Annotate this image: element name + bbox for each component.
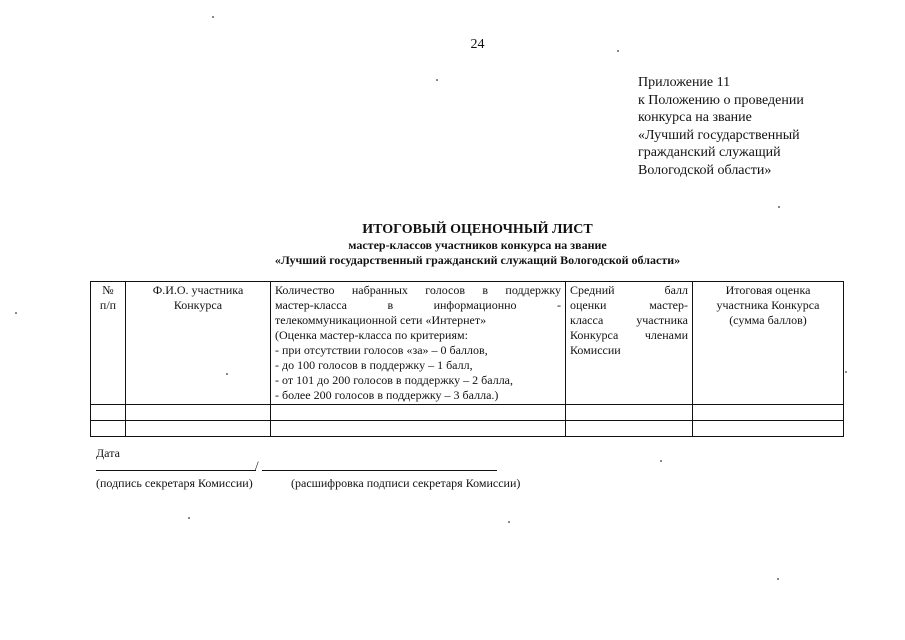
table-cell[interactable] <box>126 421 271 437</box>
signature-decoding-caption: (расшифровка подписи секретаря Комиссии) <box>291 476 521 490</box>
scan-speck <box>226 373 228 375</box>
title-main: ИТОГОВЫЙ ОЦЕНОЧНЫЙ ЛИСТ <box>362 222 593 237</box>
appendix-line: «Лучший государственный <box>638 127 800 143</box>
table-cell[interactable] <box>566 405 693 421</box>
signature-slash: / <box>255 458 259 473</box>
title-subtitle-2: «Лучший государственный гражданский служащий Вологодской области» <box>274 253 681 267</box>
scan-speck <box>436 79 438 81</box>
scan-speck <box>508 521 510 523</box>
header-number: № п/п <box>91 282 126 405</box>
scan-speck <box>845 371 847 373</box>
date-label: Дата <box>96 446 120 460</box>
scan-speck <box>778 206 780 208</box>
table-cell[interactable] <box>693 421 844 437</box>
signature-decoding-line[interactable] <box>262 470 497 471</box>
table-header-row <box>91 282 844 405</box>
appendix-line: гражданский служащий <box>638 145 781 160</box>
table-cell[interactable] <box>126 405 271 421</box>
header-participant-name: Ф.И.О. участника Конкурса <box>126 282 271 405</box>
appendix-line: к Положению о проведении <box>638 92 804 108</box>
signature-caption: (подпись секретаря Комиссии) <box>96 476 253 490</box>
appendix-line: Приложение 11 <box>638 75 731 90</box>
scan-speck <box>660 460 662 462</box>
scan-speck <box>188 517 190 519</box>
table-cell[interactable] <box>91 405 126 421</box>
header-final-score: Итоговая оценка участника Конкурса (сумма баллов) <box>693 282 844 405</box>
scan-speck <box>617 50 619 52</box>
table-cell[interactable] <box>693 405 844 421</box>
signature-line[interactable] <box>96 470 256 471</box>
score-table <box>90 281 844 437</box>
title-subtitle-1: мастер-классов участников конкурса на звание <box>348 238 607 252</box>
appendix-line: конкурса на звание <box>638 110 752 125</box>
scan-speck <box>777 578 779 580</box>
document-title <box>0 221 905 268</box>
header-average-score: Средний балл оценки мастер- класса участника Конкурса членами Комиссии <box>566 282 693 405</box>
scan-speck <box>212 16 214 18</box>
table-cell[interactable] <box>91 421 126 437</box>
appendix-line: Вологодской области» <box>638 162 772 178</box>
table-row <box>91 405 844 421</box>
table-cell[interactable] <box>271 405 566 421</box>
appendix-note <box>638 74 868 179</box>
page-number: 24 <box>470 37 485 52</box>
header-votes-count: Количество набранных голосов в поддержку мастер-класса в информационно - телекоммуникационной сети «Интернет» (Оценка мастер-класса по критериям: - при отсутствии голосов «за» – 0 баллов, - до 100 голосов в поддержку – 1 балл, - от 101 до 200 голосов в поддержку – 2 балла, - более 200 голосов в поддержку – 3 балла.) <box>271 282 566 405</box>
scan-speck <box>15 312 17 314</box>
table-cell[interactable] <box>566 421 693 437</box>
table-cell[interactable] <box>271 421 566 437</box>
table-row <box>91 421 844 437</box>
